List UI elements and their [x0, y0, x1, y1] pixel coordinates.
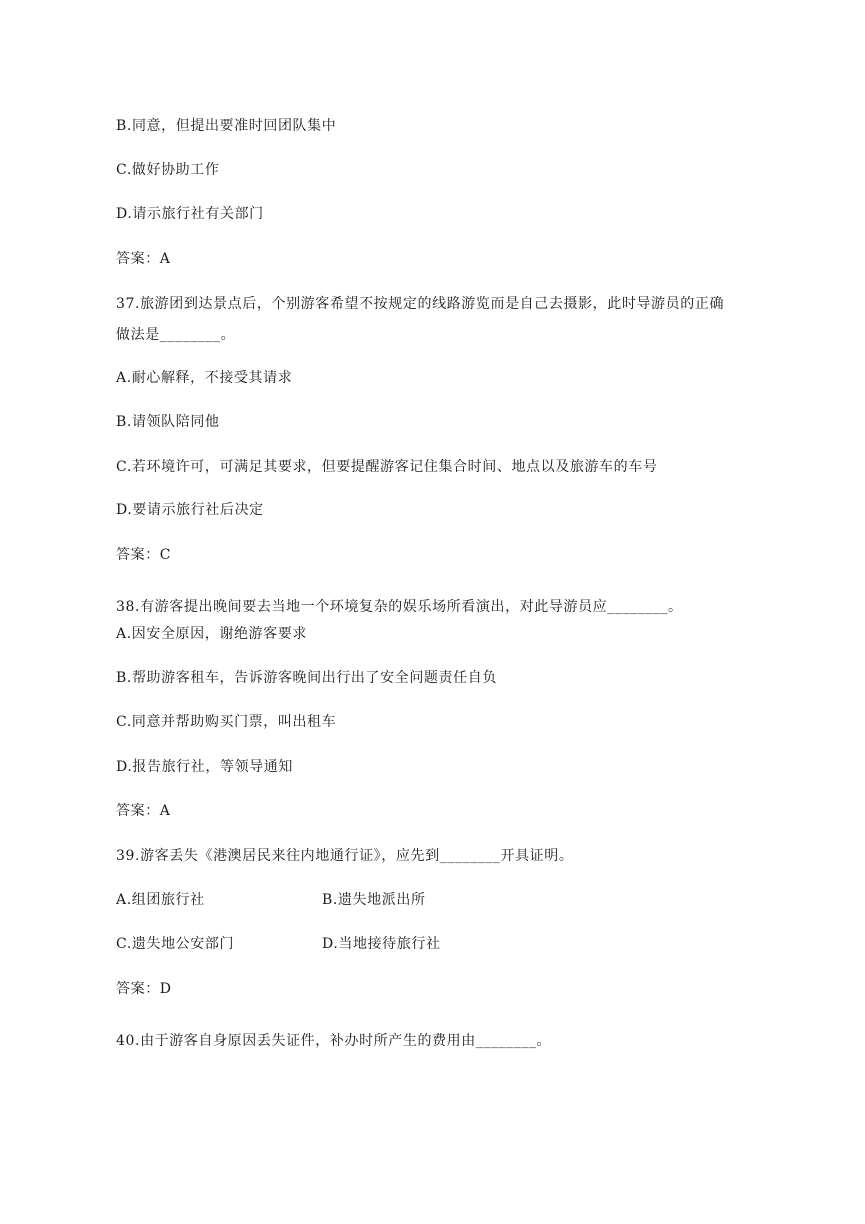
option-c: C.做好协助工作 [116, 162, 220, 178]
option-b: B.同意，但提出要准时回团队集中 [116, 118, 337, 134]
answer: 答案：D [116, 981, 172, 997]
option-b: B.遗失地派出所 [322, 892, 426, 908]
option-c: C.同意并帮助购买门票，叫出租车 [116, 714, 337, 730]
option-c: C.若环境许可，可满足其要求，但要提醒游客记住集合时间、地点以及旅游车的车号 [116, 459, 658, 475]
option-c: C.遗失地公安部门 [116, 936, 235, 952]
question-37-stem: 37.旅游团到达景点后，个别游客希望不按规定的线路游览而是自己去摄影，此时导游员的正确 [116, 296, 725, 312]
option-a: A.耐心解释，不接受其请求 [116, 370, 293, 386]
option-a: A.因安全原因，谢绝游客要求 [116, 626, 307, 642]
option-a: A.组团旅行社 [116, 892, 205, 908]
option-b: B.帮助游客租车，告诉游客晚间出行出了安全问题责任自负 [116, 670, 497, 686]
question-37-stem-cont: 做法是________。 [116, 327, 236, 343]
answer: 答案：A [116, 803, 171, 819]
answer: 答案：A [116, 251, 171, 267]
option-d: D.当地接待旅行社 [322, 936, 441, 952]
answer: 答案：C [116, 547, 172, 563]
option-d: D.请示旅行社有关部门 [116, 206, 264, 222]
option-b: B.请领队陪同他 [116, 414, 220, 430]
question-40-stem: 40.由于游客自身原因丢失证件，补办时所产生的费用由________。 [116, 1033, 552, 1049]
question-39-stem: 39.游客丢失《港澳居民来往内地通行证》，应先到________开具证明。 [116, 848, 574, 864]
option-d: D.报告旅行社，等领导通知 [116, 759, 293, 775]
question-38-stem: 38.有游客提出晚间要去当地一个环境复杂的娱乐场所看演出，对此导游员应________。 [116, 599, 683, 615]
option-d: D.要请示旅行社后决定 [116, 502, 264, 518]
